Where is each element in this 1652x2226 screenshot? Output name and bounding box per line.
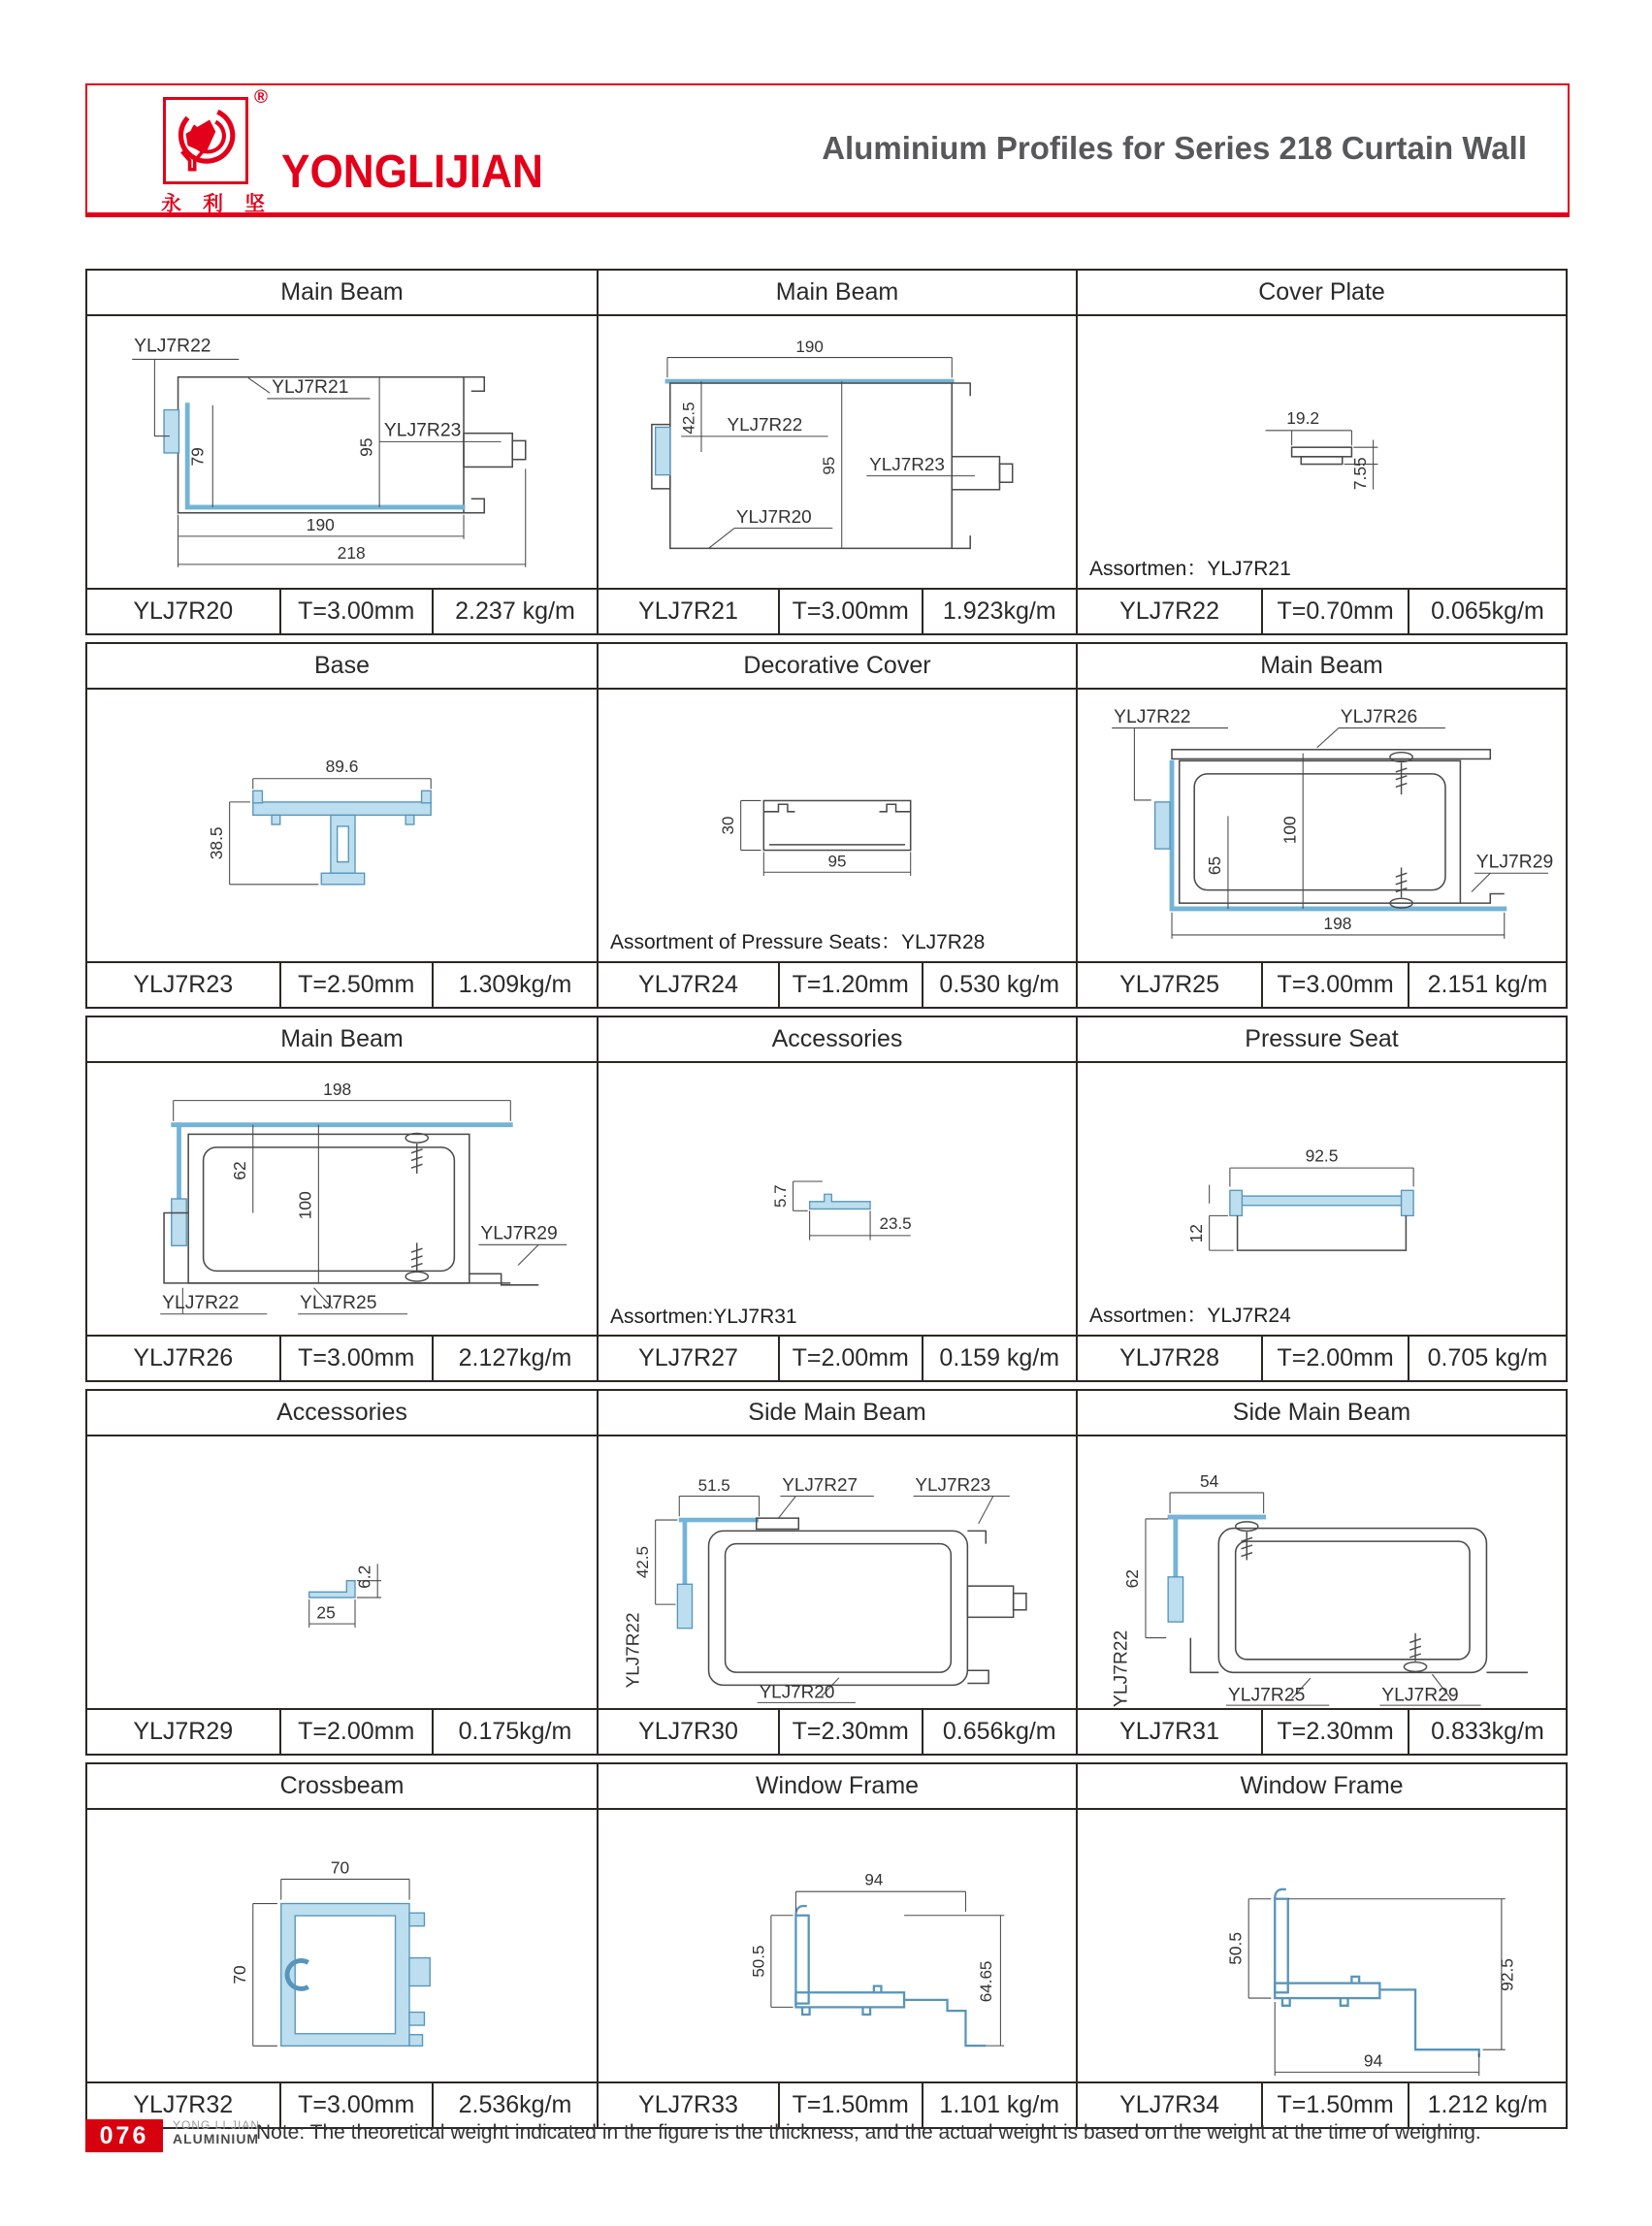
thickness: T=3.00mm bbox=[281, 2083, 435, 2127]
dim-label: 95 bbox=[356, 437, 376, 457]
part-label: YLJ7R23 bbox=[869, 454, 945, 475]
registered-mark: ® bbox=[254, 87, 268, 108]
card-title: Side Main Beam bbox=[599, 1391, 1076, 1436]
grid-row-1 bbox=[85, 269, 1570, 635]
dim-label: 6.2 bbox=[354, 1565, 374, 1589]
profile-drawing-ylj7r30 bbox=[599, 1436, 1076, 1708]
weight: 0.705 kg/m bbox=[1427, 1344, 1548, 1371]
dim-label: 89.6 bbox=[325, 756, 359, 776]
weight: 0.833kg/m bbox=[1431, 1718, 1544, 1745]
brand-logo bbox=[163, 97, 248, 184]
brand-logo-icon bbox=[166, 100, 245, 179]
profile-shape bbox=[1168, 1517, 1528, 1672]
dim-label: 95 bbox=[827, 852, 847, 871]
model-code: YLJ7R23 bbox=[87, 963, 281, 1007]
profile-card-ylj7r29 bbox=[85, 1389, 599, 1756]
dim-label: 100 bbox=[1279, 816, 1300, 845]
thickness: T=1.20mm bbox=[780, 963, 923, 1007]
weight: 0.656kg/m bbox=[942, 1718, 1056, 1745]
profile-shape bbox=[763, 800, 910, 850]
dim-label: 30 bbox=[719, 816, 738, 835]
profile-shape bbox=[810, 1194, 870, 1209]
page-footer bbox=[85, 2119, 1570, 2168]
card-spec-row bbox=[1078, 1708, 1566, 1754]
profile-card-ylj7r24 bbox=[597, 642, 1078, 1009]
profile-drawing-ylj7r25 bbox=[1078, 690, 1566, 961]
footer-brand-name: YONG LI JIAN bbox=[173, 2118, 261, 2132]
card-spec-row bbox=[1078, 1335, 1566, 1380]
dim-label: 198 bbox=[1323, 914, 1352, 934]
model-code: YLJ7R21 bbox=[599, 590, 780, 633]
thickness: T=3.00mm bbox=[281, 1337, 435, 1380]
model-code: YLJ7R26 bbox=[87, 1337, 281, 1380]
card-spec-row bbox=[87, 1708, 597, 1754]
dim-label: 64.65 bbox=[976, 1960, 995, 2003]
part-label: YLJ7R23 bbox=[915, 1474, 991, 1496]
dim-label: 94 bbox=[864, 1870, 884, 1889]
profile-drawing-ylj7r29 bbox=[87, 1436, 597, 1708]
thickness: T=3.00mm bbox=[281, 590, 435, 633]
dim-label: 54 bbox=[1199, 1471, 1219, 1492]
thickness: T=2.00mm bbox=[281, 1710, 435, 1754]
thickness: T=2.30mm bbox=[1263, 1710, 1409, 1754]
model-code: YLJ7R30 bbox=[599, 1710, 780, 1754]
thickness: T=1.50mm bbox=[1263, 2083, 1409, 2127]
model-code: YLJ7R31 bbox=[1078, 1710, 1263, 1754]
dim-label: 79 bbox=[187, 447, 208, 467]
profile-card-ylj7r20 bbox=[85, 269, 599, 635]
profile-drawing-ylj7r24 bbox=[599, 690, 1076, 961]
card-title: Window Frame bbox=[599, 1764, 1076, 1810]
model-code: YLJ7R32 bbox=[87, 2083, 281, 2127]
weight: 0.530 kg/m bbox=[939, 971, 1060, 998]
screw-top bbox=[405, 1133, 428, 1174]
profile-card-ylj7r34 bbox=[1076, 1762, 1568, 2129]
weight: 0.159 kg/m bbox=[939, 1344, 1060, 1371]
model-code: YLJ7R22 bbox=[1078, 590, 1263, 633]
page-number: 076 bbox=[85, 2119, 163, 2152]
dim-label: 95 bbox=[820, 456, 839, 475]
grid-row-4 bbox=[85, 1389, 1570, 1756]
dim-label: 12 bbox=[1185, 1224, 1206, 1243]
assortment-note: Assortmen：YLJ7R24 bbox=[1089, 1305, 1291, 1327]
weight: 1.923kg/m bbox=[942, 597, 1056, 625]
dim-label: 190 bbox=[306, 515, 335, 535]
weight: 0.065kg/m bbox=[1431, 597, 1544, 625]
card-title: Accessories bbox=[87, 1391, 597, 1436]
card-title: Accessories bbox=[599, 1017, 1076, 1063]
grid-row-2 bbox=[85, 642, 1570, 1009]
assortment-note: Assortment of Pressure Seats：YLJ7R28 bbox=[610, 931, 986, 953]
model-code: YLJ7R28 bbox=[1078, 1337, 1263, 1380]
thickness: T=1.50mm bbox=[780, 2083, 923, 2127]
part-label: YLJ7R29 bbox=[480, 1223, 558, 1244]
dim-label: 42.5 bbox=[633, 1546, 653, 1579]
page-title: Aluminium Profiles for Series 218 Curtain Wall bbox=[822, 130, 1527, 166]
footer-note: Note: The theoretical weight indicated in the figure is the thickness, and the actual weight is based on the weight at the time of weighing. bbox=[256, 2121, 1481, 2144]
profile-shape bbox=[1230, 1190, 1413, 1250]
dim-label: 50.5 bbox=[749, 1945, 768, 1978]
dim-label: 7.55 bbox=[1349, 457, 1370, 491]
weight: 1.309kg/m bbox=[458, 971, 572, 998]
dim-label: 70 bbox=[230, 1965, 250, 1984]
weight: 2.127kg/m bbox=[458, 1344, 572, 1371]
profile-card-ylj7r31 bbox=[1076, 1389, 1568, 1756]
card-spec-row bbox=[1078, 588, 1566, 633]
profile-drawing-ylj7r20 bbox=[87, 316, 597, 588]
card-spec-row bbox=[87, 1335, 597, 1380]
dim-label: 92.5 bbox=[1305, 1145, 1339, 1166]
dim-label: 65 bbox=[1205, 855, 1225, 876]
part-label: YLJ7R20 bbox=[735, 506, 812, 528]
weight: 2.151 kg/m bbox=[1427, 971, 1548, 998]
profile-shape bbox=[677, 1518, 1026, 1685]
weight: 0.175kg/m bbox=[458, 1718, 572, 1745]
dim-label: 190 bbox=[795, 337, 824, 356]
profile-shape bbox=[1275, 1889, 1478, 2057]
model-code: YLJ7R24 bbox=[599, 963, 780, 1007]
dimension-lines bbox=[160, 1101, 567, 1314]
profile-drawing-ylj7r23 bbox=[87, 690, 597, 961]
card-title: Main Beam bbox=[599, 271, 1076, 316]
brand-wordmark: YONGLIJIAN bbox=[281, 146, 543, 198]
card-title: Crossbeam bbox=[87, 1764, 597, 1810]
thickness: T=2.30mm bbox=[780, 1710, 923, 1754]
card-spec-row bbox=[599, 588, 1076, 633]
model-code: YLJ7R25 bbox=[1078, 963, 1263, 1007]
part-label: YLJ7R20 bbox=[759, 1682, 835, 1703]
grid-row-3 bbox=[85, 1016, 1570, 1382]
dim-label: 19.2 bbox=[1286, 408, 1320, 429]
profile-card-ylj7r21 bbox=[597, 269, 1078, 635]
model-code: YLJ7R34 bbox=[1078, 2083, 1263, 2127]
weight: 1.212 kg/m bbox=[1427, 2091, 1548, 2118]
profile-shape bbox=[1292, 447, 1352, 464]
profile-shape bbox=[281, 1904, 431, 2047]
dim-label: 23.5 bbox=[879, 1214, 912, 1234]
profile-card-ylj7r25 bbox=[1076, 642, 1568, 1009]
footer-brand-aluminium: ALUMINIUM bbox=[173, 2131, 260, 2147]
card-title: Cover Plate bbox=[1078, 271, 1566, 316]
model-code: YLJ7R27 bbox=[599, 1337, 780, 1380]
weight: 2.536kg/m bbox=[458, 2091, 572, 2118]
thickness: T=2.00mm bbox=[1263, 1337, 1409, 1380]
dimension-lines bbox=[1146, 1493, 1481, 1705]
dim-label: 62 bbox=[1122, 1569, 1143, 1589]
part-label: YLJ7R29 bbox=[1381, 1685, 1459, 1706]
profile-shape bbox=[1155, 750, 1505, 909]
dim-label: 62 bbox=[230, 1161, 250, 1180]
part-label: YLJ7R23 bbox=[383, 420, 462, 441]
profile-card-ylj7r33 bbox=[597, 1762, 1078, 2129]
card-spec-row bbox=[599, 1335, 1076, 1380]
dim-label: 70 bbox=[330, 1857, 350, 1878]
profile-card-ylj7r23 bbox=[85, 642, 599, 1009]
part-label: YLJ7R29 bbox=[1475, 852, 1554, 873]
card-title: Main Beam bbox=[1078, 644, 1566, 690]
profile-grid bbox=[85, 269, 1570, 2136]
dim-label: 5.7 bbox=[771, 1184, 791, 1208]
profile-drawing-ylj7r28 bbox=[1078, 1063, 1566, 1335]
page-header bbox=[85, 83, 1570, 217]
grid-row-5 bbox=[85, 1762, 1570, 2129]
card-spec-row bbox=[599, 961, 1076, 1007]
profile-shape bbox=[309, 1581, 355, 1597]
screw-bottom bbox=[1404, 1633, 1426, 1672]
thickness: T=2.50mm bbox=[281, 963, 435, 1007]
card-title: Window Frame bbox=[1078, 1764, 1566, 1810]
part-label: YLJ7R22 bbox=[1111, 1629, 1132, 1708]
thickness: T=0.70mm bbox=[1263, 590, 1409, 633]
part-label: YLJ7R22 bbox=[134, 336, 211, 357]
card-spec-row bbox=[1078, 961, 1566, 1007]
part-label: YLJ7R26 bbox=[1340, 706, 1418, 727]
dim-label: 25 bbox=[316, 1602, 336, 1623]
profile-drawing-ylj7r22 bbox=[1078, 316, 1566, 588]
card-spec-row bbox=[87, 961, 597, 1007]
model-code: YLJ7R20 bbox=[87, 590, 281, 633]
card-spec-row bbox=[87, 588, 597, 633]
part-label: YLJ7R22 bbox=[727, 415, 803, 436]
card-spec-row bbox=[599, 1708, 1076, 1754]
dim-label: 92.5 bbox=[1497, 1958, 1517, 1991]
part-label: YLJ7R25 bbox=[300, 1292, 377, 1313]
profile-drawing-ylj7r21 bbox=[599, 316, 1076, 588]
profile-drawing-ylj7r27 bbox=[599, 1063, 1076, 1335]
card-title: Side Main Beam bbox=[1078, 1391, 1566, 1436]
dim-label: 94 bbox=[1363, 2050, 1383, 2071]
profile-drawing-ylj7r32 bbox=[87, 1810, 597, 2081]
part-label: YLJ7R27 bbox=[782, 1474, 858, 1496]
profile-drawing-ylj7r33 bbox=[599, 1810, 1076, 2081]
screw-bottom bbox=[405, 1242, 428, 1281]
profile-drawing-ylj7r31 bbox=[1078, 1436, 1566, 1708]
profile-shape bbox=[795, 1906, 986, 2046]
profile-card-ylj7r22 bbox=[1076, 269, 1568, 635]
card-title: Base bbox=[87, 644, 597, 690]
profile-card-ylj7r32 bbox=[85, 1762, 599, 2129]
profile-card-ylj7r26 bbox=[85, 1016, 599, 1382]
weight: 1.101 kg/m bbox=[939, 2091, 1060, 2118]
footer-brand bbox=[173, 2119, 260, 2147]
dim-label: 218 bbox=[337, 543, 366, 564]
dim-label: 198 bbox=[323, 1079, 352, 1099]
model-code: YLJ7R29 bbox=[87, 1710, 281, 1754]
part-label: YLJ7R22 bbox=[162, 1292, 240, 1313]
profile-card-ylj7r28 bbox=[1076, 1016, 1568, 1382]
profile-shape bbox=[253, 790, 431, 885]
thickness: T=2.00mm bbox=[780, 1337, 923, 1380]
part-label: YLJ7R25 bbox=[1227, 1685, 1306, 1706]
brand-chinese: 永利坚 bbox=[161, 193, 286, 215]
thickness: T=3.00mm bbox=[1263, 963, 1409, 1007]
profile-shape bbox=[164, 1125, 538, 1285]
dimension-lines bbox=[667, 358, 975, 549]
model-code: YLJ7R33 bbox=[599, 2083, 780, 2127]
card-title: Decorative Cover bbox=[599, 644, 1076, 690]
dim-label: 51.5 bbox=[697, 1475, 730, 1495]
part-label: YLJ7R22 bbox=[1114, 706, 1191, 727]
dim-label: 38.5 bbox=[206, 826, 226, 860]
profile-card-ylj7r30 bbox=[597, 1389, 1078, 1756]
weight: 2.237 kg/m bbox=[455, 597, 575, 625]
card-title: Main Beam bbox=[87, 1017, 597, 1063]
logo-swirl bbox=[181, 112, 233, 169]
assortment-note: Assortmen：YLJ7R21 bbox=[1089, 558, 1291, 580]
dim-label: 42.5 bbox=[679, 402, 698, 435]
part-label: YLJ7R21 bbox=[272, 377, 349, 399]
dim-label: 50.5 bbox=[1225, 1931, 1246, 1965]
card-title: Pressure Seat bbox=[1078, 1017, 1566, 1063]
thickness: T=3.00mm bbox=[780, 590, 923, 633]
profile-drawing-ylj7r34 bbox=[1078, 1810, 1566, 2081]
screw-bottom bbox=[1390, 867, 1412, 908]
profile-card-ylj7r27 bbox=[597, 1016, 1078, 1382]
assortment-note: Assortmen:YLJ7R31 bbox=[610, 1306, 797, 1328]
profile-drawing-ylj7r26 bbox=[87, 1063, 597, 1335]
part-label: YLJ7R22 bbox=[623, 1612, 644, 1689]
dim-label: 100 bbox=[295, 1191, 315, 1220]
card-title: Main Beam bbox=[87, 271, 597, 316]
